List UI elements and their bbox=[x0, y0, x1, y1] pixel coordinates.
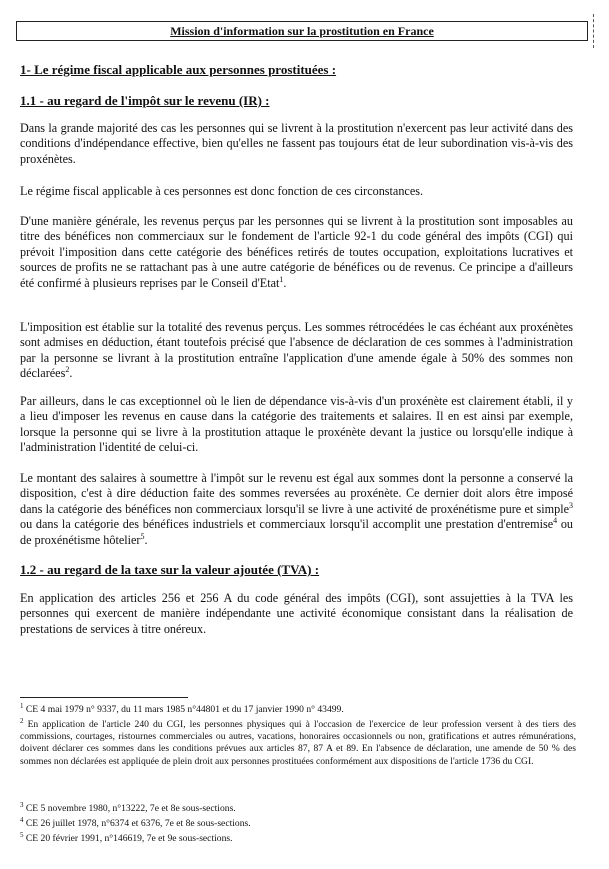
footnote-2-text: En application de l'article 240 du CGI, les personnes physiques qui à l'occasion de l'exercice de leur profession versent à des tiers des commissions, courtages, ristournes commerciales ou autres, vacations, honoraires occasionnels ou non, gratifications et autres rémunérations, doivent déclarer ces sommes dans les conditions prévues aux articles 87, 87 A et 89. En l'absence de déclaration, une amende de 50 % des sommes non déclarées est appliquée de plein droit aux personnes prostituées conformément aux dispositions de l'article 1736 du CGI. bbox=[20, 719, 576, 767]
footnote-2-number: 2 bbox=[20, 716, 24, 725]
footnote-ref-5: 5 bbox=[140, 531, 145, 541]
paragraph-2: Le régime fiscal applicable à ces personnes est donc fonction de ces circonstances. bbox=[20, 184, 424, 198]
footnote-5 bbox=[20, 830, 576, 845]
paragraph-6-end: . bbox=[144, 532, 148, 547]
paragraph-7: En application des articles 256 et 256 A du code général des impôts (CGI), sont assujetties à la TVA les personnes qui exercent de manière indépendante une activité économique consistant dans la réalisation de prestations de services à titre onéreux. bbox=[20, 591, 573, 636]
paragraph-3-text: D'une manière générale, les revenus perçus par les personnes qui se livrent à la prostitution sont imposables au titre des bénéfices non commerciaux sur le fondement de l'article 92-1 du code général des impôts (CGI) qui prévoit l'imposition dans cette catégorie des bénéfices retirés de toutes occupation, exploitations lucratives et sources de profits ne se rattachant pas à une autre catégorie de bénéfices ou de revenus. Ce principe a d'ailleurs été confirmé à plusieurs reprises par le Conseil d'Etat bbox=[20, 214, 573, 290]
paragraph-4-end: . bbox=[69, 366, 73, 381]
footnote-3 bbox=[20, 800, 576, 815]
section-1-title: 1- Le régime fiscal applicable aux personnes prostituées : bbox=[20, 62, 337, 77]
document-header: Mission d'information sur la prostitution en France bbox=[16, 21, 588, 41]
footnote-5-text: CE 20 février 1991, n°146619, 7e et 9e sous-sections. bbox=[23, 833, 233, 844]
section-1-1-title: 1.1 - au regard de l'impôt sur le revenu (IR) : bbox=[20, 93, 270, 108]
section-1-2-title: 1.2 - au regard de la taxe sur la valeur ajoutée (TVA) : bbox=[20, 562, 320, 577]
paragraph-4-text: L'imposition est établie sur la totalité des revenus perçus. Les sommes rétrocédées le cas échéant aux proxénètes sont admises en déduction, étant toutefois précisé que l'absence de déclaration de ces sommes à l'administration par la personne se livrant à la prostitution entraîne l'application d'une amende égale à 50% des sommes non déclarées bbox=[20, 320, 573, 381]
footnote-1-number: 1 bbox=[20, 701, 24, 710]
paragraph-6 bbox=[20, 471, 573, 548]
footnote-4 bbox=[20, 815, 576, 830]
paragraph-3 bbox=[20, 214, 573, 291]
footnote-5-number: 5 bbox=[20, 830, 24, 839]
paragraph-1: Dans la grande majorité des cas les personnes qui se livrent à la prostitution n'exercent pas leur activité dans des conditions d'indépendance effective, bien qu'elles ne fassent pas toujours état de leur subordination vis-à-vis des proxénètes. bbox=[20, 121, 573, 166]
paragraph-4 bbox=[20, 320, 573, 382]
footnote-4-number: 4 bbox=[20, 815, 24, 824]
footnote-1-text: CE 4 mai 1979 n° 9337, du 11 mars 1985 n°44801 et du 17 janvier 1990 n° 43499. bbox=[23, 704, 344, 715]
paragraph-6-text-b: ou dans la catégorie des bénéfices industriels et commerciaux lorsqu'il accomplit une prestation d'entremise bbox=[20, 517, 554, 532]
footnote-ref-1: 1 bbox=[279, 274, 284, 284]
scan-margin-mark bbox=[593, 14, 595, 48]
paragraph-5: Par ailleurs, dans le cas exceptionnel où le lien de dépendance vis-à-vis d'un proxénète est clairement établi, il y a lieu d'imposer les revenus en cause dans la catégorie des traitements et salaires. Il en est ainsi par exemple, lorsque la personne qui se livre à la prostitution attaque le proxénète devant la justice ou lorsqu'elle indique à l'administration l'identité de celui-ci. bbox=[20, 394, 573, 455]
footnote-1 bbox=[20, 701, 576, 716]
footnote-4-text: CE 26 juillet 1978, n°6374 et 6376, 7e et 8e sous-sections. bbox=[23, 818, 251, 829]
footnote-2 bbox=[20, 716, 576, 768]
paragraph-6-text-a: Le montant des salaires à soumettre à l'impôt sur le revenu est égal aux sommes dont la personne a conservé la disposition, c'est à dire déduction faite des sommes reversées au proxénète. Ce dernier doit alors être imposé dans la catégorie des bénéfices non commerciaux lorsqu'il se livre à une activité de proxénétisme pure et simple bbox=[20, 471, 573, 516]
footnote-3-text: CE 5 novembre 1980, n°13222, 7e et 8e sous-sections. bbox=[23, 803, 236, 814]
footnote-ref-2: 2 bbox=[65, 365, 70, 375]
footnote-divider bbox=[20, 697, 188, 698]
footnote-ref-4: 4 bbox=[553, 516, 558, 526]
footnote-ref-3: 3 bbox=[569, 500, 573, 510]
footnote-3-number: 3 bbox=[20, 800, 24, 809]
paragraph-6-text-c: ou de proxénétisme hôtelier bbox=[20, 517, 574, 547]
paragraph-3-end: . bbox=[283, 275, 287, 290]
